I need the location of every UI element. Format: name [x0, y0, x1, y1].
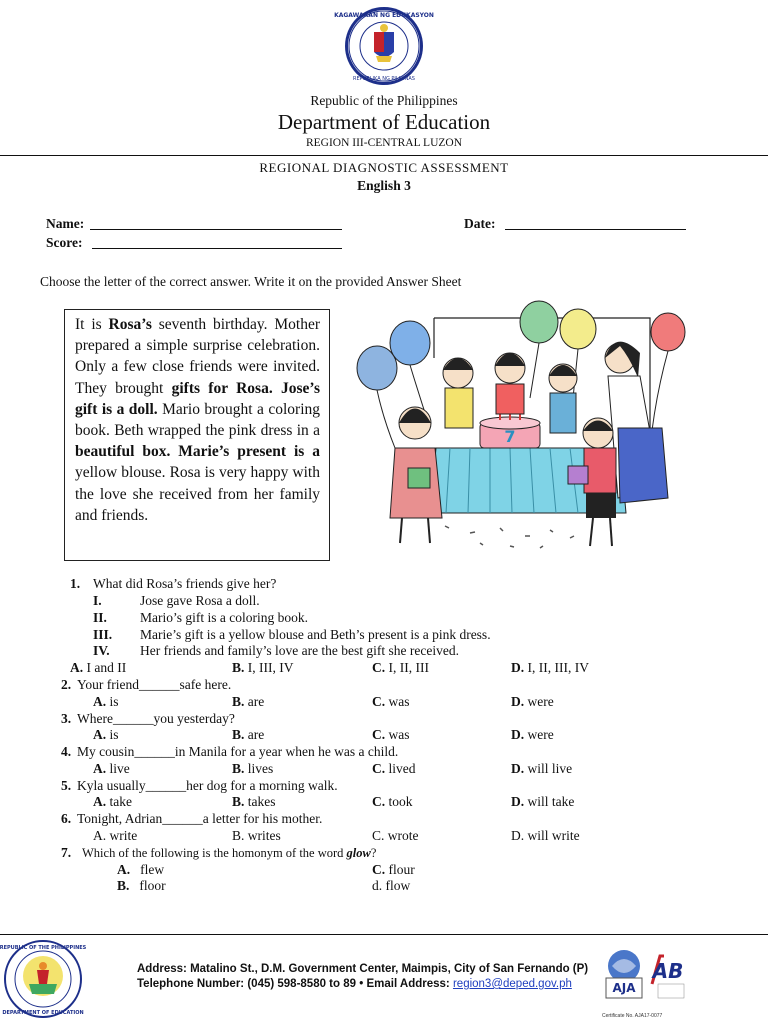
- date-label: Date:: [464, 216, 496, 231]
- q3-option-a[interactable]: [93, 727, 119, 743]
- department-title: Department of Education: [277, 110, 491, 134]
- option-letter: B.: [232, 727, 245, 742]
- option-text: live: [109, 761, 130, 776]
- q4-option-b[interactable]: [232, 761, 273, 777]
- option-text: I, II, III: [388, 660, 429, 675]
- option-text: takes: [247, 794, 276, 809]
- svg-text:7: 7: [504, 427, 516, 446]
- option-text: flow: [385, 878, 411, 893]
- q7-number: 7.: [61, 845, 72, 860]
- address-value: Matalino St., D.M. Government Center, Maimpis, City of San Fernando (P): [190, 963, 589, 975]
- q6-text: Tonight, Adrian______a letter for his mother.: [77, 811, 323, 826]
- option-letter: C.: [372, 828, 385, 843]
- name-label: Name:: [46, 216, 85, 231]
- story-text-2: seventh birthday. Mother prepared a simple surprise celebration. Only a few close friends were invited. They brought: [75, 316, 321, 397]
- email-link[interactable]: region3@deped.gov.ph: [452, 978, 572, 990]
- option-text: write: [109, 828, 138, 843]
- q1-item-roman: III.: [93, 627, 113, 642]
- q3-number: 3.: [61, 711, 72, 726]
- option-text: floor: [139, 878, 166, 893]
- option-letter: A.: [93, 828, 107, 843]
- option-letter: B.: [232, 761, 245, 776]
- q1-item-roman: IV.: [93, 643, 110, 658]
- q1-item-roman: I.: [93, 593, 102, 608]
- option-letter: A.: [117, 862, 131, 877]
- option-letter: D.: [511, 660, 525, 675]
- q4-option-d[interactable]: [511, 761, 572, 777]
- option-letter: A.: [93, 794, 107, 809]
- option-letter: D.: [511, 694, 525, 709]
- q5-option-b[interactable]: [232, 794, 276, 810]
- phone-label: Telephone Number:: [137, 978, 245, 990]
- q7-text-after: ?: [370, 846, 377, 860]
- q3-text: Where______you yesterday?: [77, 711, 235, 726]
- option-letter: B.: [232, 794, 245, 809]
- option-text: are: [247, 727, 265, 742]
- q1-item-text: Mario’s gift is a coloring book.: [140, 610, 308, 625]
- birthday-party-image: [350, 298, 700, 566]
- option-text: flour: [388, 862, 415, 877]
- option-letter: D.: [511, 828, 525, 843]
- option-text: is: [109, 694, 119, 709]
- option-letter: A.: [93, 694, 107, 709]
- q2-option-d[interactable]: [511, 694, 554, 710]
- q6-option-c[interactable]: [372, 828, 419, 844]
- q1-item-roman: II.: [93, 610, 107, 625]
- option-text: lived: [388, 761, 416, 776]
- date-field[interactable]: [505, 215, 686, 230]
- svg-text:REPUBLIKA NG PILIPINAS: REPUBLIKA NG PILIPINAS: [353, 76, 415, 82]
- address-label: Address:: [137, 963, 187, 975]
- deped-footer-seal-icon: [0, 940, 87, 1018]
- bullet-separator: •: [359, 978, 364, 990]
- option-letter: C.: [372, 727, 386, 742]
- score-label: Score:: [46, 235, 83, 250]
- story-box: [64, 309, 330, 561]
- name-field[interactable]: [90, 215, 342, 230]
- q7-text: [82, 845, 376, 861]
- svg-text:REPUBLIC OF THE PHILIPPINES: REPUBLIC OF THE PHILIPPINES: [0, 945, 87, 951]
- option-text: I and II: [86, 660, 127, 675]
- q1-item-text: Jose gave Rosa a doll.: [140, 593, 260, 608]
- option-text: will live: [527, 761, 573, 776]
- certification-logos: [602, 944, 692, 1019]
- option-letter: C.: [372, 794, 386, 809]
- q3-option-c[interactable]: [372, 727, 410, 743]
- q3-option-d[interactable]: [511, 727, 554, 743]
- deped-seal-icon: [334, 6, 434, 86]
- q6-number: 6.: [61, 811, 72, 826]
- email-label: Email Address:: [366, 978, 450, 990]
- story-rosa: Rosa’s: [108, 316, 152, 333]
- option-letter: B.: [232, 694, 245, 709]
- q6-option-a[interactable]: [93, 828, 137, 844]
- svg-text:KAGAWARAN NG EDUKASYON: KAGAWARAN NG EDUKASYON: [334, 12, 434, 19]
- republic-text: Republic of the Philippines: [310, 93, 458, 108]
- phone-value: (045) 598-8580 to 89: [247, 978, 357, 990]
- q5-text: Kyla usually______her dog for a morning walk.: [77, 778, 338, 793]
- birthday-illustration: [350, 298, 700, 566]
- option-letter: C.: [372, 862, 386, 877]
- option-text: was: [388, 727, 410, 742]
- q1-text: What did Rosa’s friends give her?: [93, 576, 277, 591]
- deped-footer-seal: [0, 940, 87, 1018]
- q4-text: My cousin______in Manila for a year when he was a child.: [77, 744, 399, 759]
- q2-option-c[interactable]: [372, 694, 410, 710]
- option-text: were: [527, 727, 554, 742]
- q6-option-d[interactable]: [511, 828, 580, 844]
- story-text-4: yellow blouse. Rosa is very happy with the love she received from her family and friends.: [75, 464, 320, 524]
- q1-item-text: Her friends and family’s love are the best gift she received.: [140, 643, 460, 658]
- story-text-1: It is: [75, 316, 109, 333]
- option-letter: C.: [372, 660, 386, 675]
- option-text: are: [247, 694, 265, 709]
- q1-option-b[interactable]: [232, 660, 294, 676]
- option-letter: D.: [511, 794, 525, 809]
- q5-option-c[interactable]: [372, 794, 413, 810]
- q6-option-b[interactable]: [232, 828, 281, 844]
- q7-text-before: Which of the following is the homonym of the word: [82, 846, 347, 860]
- option-letter: C.: [372, 761, 386, 776]
- option-text: take: [109, 794, 132, 809]
- q2-number: 2.: [61, 677, 72, 692]
- assessment-title: REGIONAL DIAGNOSTIC ASSESSMENT: [259, 160, 509, 175]
- option-text: I, III, IV: [247, 660, 294, 675]
- cert-logo-ab: AB: [652, 959, 684, 983]
- q7-option-b[interactable]: [117, 878, 166, 894]
- instructions: Choose the letter of the correct answer. Write it on the provided Answer Sheet: [40, 274, 462, 289]
- option-text: were: [527, 694, 554, 709]
- story-bold-1: gifts for Rosa. Jose’s gift is a doll.: [75, 379, 320, 418]
- score-field[interactable]: [92, 234, 342, 249]
- q7-keyword: glow: [346, 846, 371, 860]
- option-letter: A.: [93, 761, 107, 776]
- footer-address-line: [137, 963, 588, 975]
- option-text: I, II, III, IV: [527, 660, 589, 675]
- q2-option-a[interactable]: [93, 694, 119, 710]
- q5-number: 5.: [61, 778, 72, 793]
- option-letter: B.: [117, 878, 130, 893]
- option-text: will write: [527, 828, 580, 843]
- q4-number: 4.: [61, 744, 72, 759]
- option-text: took: [388, 794, 413, 809]
- story-bold-2: beautiful box. Marie’s present is a: [75, 443, 320, 461]
- story-text-3: Mario brought a coloring book. Beth wrapped the pink dress in a: [75, 400, 321, 440]
- option-letter: D.: [511, 727, 525, 742]
- q1-option-a[interactable]: [70, 660, 126, 676]
- subject-title: English 3: [357, 178, 411, 193]
- option-text: will take: [527, 794, 575, 809]
- option-letter: A.: [93, 727, 107, 742]
- deped-seal: [334, 6, 434, 86]
- q2-option-b[interactable]: [232, 694, 264, 710]
- q7-option-a[interactable]: [117, 862, 164, 878]
- q1-option-d[interactable]: [511, 660, 589, 676]
- option-letter: C.: [372, 694, 386, 709]
- q7-option-c[interactable]: [372, 862, 415, 878]
- certificate-number: Certificate No. AJA17-0077: [602, 1013, 663, 1019]
- option-letter: A.: [70, 660, 84, 675]
- option-text: flew: [140, 862, 165, 877]
- q5-option-a[interactable]: [93, 794, 132, 810]
- q3-option-b[interactable]: [232, 727, 264, 743]
- svg-text:DEPARTMENT OF EDUCATION: DEPARTMENT OF EDUCATION: [2, 1010, 84, 1016]
- option-text: writes: [247, 828, 281, 843]
- option-text: lives: [247, 761, 274, 776]
- iso-certification-icon: [602, 944, 692, 1006]
- option-letter: B.: [232, 660, 245, 675]
- option-letter: B.: [232, 828, 245, 843]
- option-letter: d.: [372, 878, 383, 893]
- region-text: REGION III-CENTRAL LUZON: [305, 137, 463, 149]
- option-letter: D.: [511, 761, 525, 776]
- q1-item-text: Marie’s gift is a yellow blouse and Beth’s present is a pink dress.: [140, 627, 491, 642]
- q4-option-a[interactable]: [93, 761, 130, 777]
- q2-text: Your friend______safe here.: [77, 677, 232, 692]
- q7-option-d[interactable]: [372, 878, 410, 894]
- q1-number: 1.: [70, 576, 81, 591]
- footer-divider: [0, 934, 768, 935]
- option-text: was: [388, 694, 410, 709]
- header-divider: [0, 155, 768, 156]
- q5-option-d[interactable]: [511, 794, 574, 810]
- q4-option-c[interactable]: [372, 761, 416, 777]
- cert-logo-aja: AJA: [612, 981, 636, 995]
- footer-contact-line: [137, 978, 572, 990]
- option-text: wrote: [387, 828, 419, 843]
- option-text: is: [109, 727, 119, 742]
- q1-option-c[interactable]: [372, 660, 429, 676]
